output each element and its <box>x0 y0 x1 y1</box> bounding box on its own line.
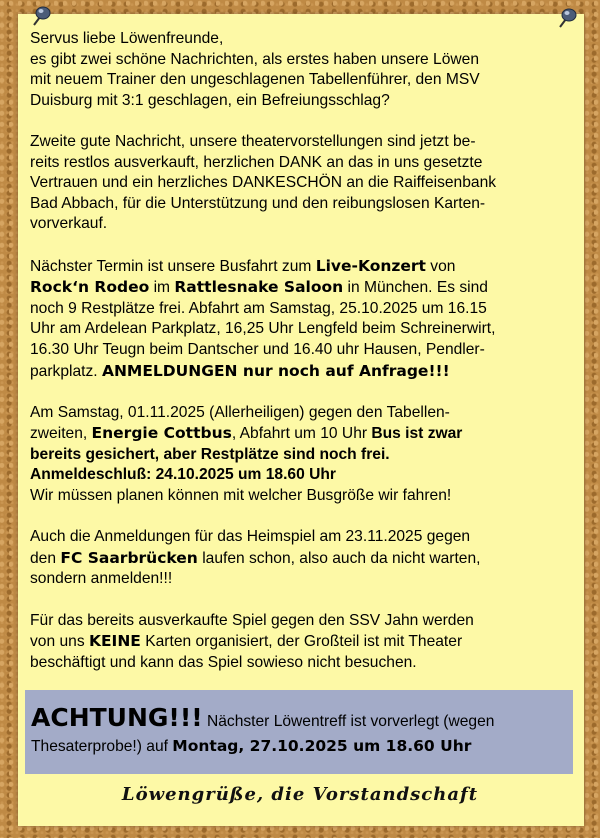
text-line: Duisburg mit 3:1 geschlagen, ein Befreiungsschlag? <box>30 91 390 109</box>
text-fragment: von uns <box>30 633 89 651</box>
highlight-saarbruecken: FC Saarbrücken <box>60 548 198 567</box>
text-fragment: , Abfahrt um 10 Uhr <box>231 425 372 443</box>
text-line: noch 9 Restplätze frei. Abfahrt am Samstag, 25.10.2025 um 16.15 <box>30 299 487 317</box>
highlight-anmeldungen: ANMELDUNGEN nur noch auf Anfrage!!! <box>101 361 450 380</box>
achtung-banner <box>25 690 573 774</box>
paragraph-heimspiel <box>30 527 570 590</box>
text-fragment: zweiten, <box>30 425 92 443</box>
text-line: 16.30 Uhr Teugn beim Dantscher und 16.40 uhr Hausen, Pendler- <box>30 340 485 358</box>
notice-text <box>30 29 570 694</box>
text-line: Uhr am Ardelean Parkplatz, 16,25 Uhr Lengfeld beim Schreinerwirt, <box>30 320 496 338</box>
text-fragment: in München. Es sind <box>343 279 488 297</box>
text-fragment: Karten organisiert, der Großteil ist mit Theater <box>140 633 463 651</box>
pushpin-icon <box>554 5 580 31</box>
text-line: sondern anmelden!!! <box>30 570 173 588</box>
achtung-text <box>31 703 571 759</box>
highlight-date: Montag, 27.10.2025 um 18.60 Uhr <box>172 737 472 755</box>
highlight-bus: Bus ist zwar <box>371 425 463 443</box>
text-line: mit neuem Trainer den ungeschlagenen Tabellenführer, den MSV <box>30 71 480 89</box>
highlight-band: Rock‘n Rodeo <box>30 278 150 297</box>
text-fragment: im <box>149 279 175 297</box>
text-line: Am Samstag, 01.11.2025 (Allerheiligen) gegen den Tabellen- <box>30 403 450 421</box>
highlight-restplaetze: bereits gesichert, aber Restplätze sind noch frei. <box>30 445 390 463</box>
paragraph-busfahrt <box>30 256 570 383</box>
highlight-live-konzert: Live-Konzert <box>315 256 426 275</box>
text-fragment: laufen schon, also auch da nicht warten, <box>197 549 481 567</box>
text-line: Vertrauen und ein herzliches DANKESCHÖN an die Raiffeisenbank <box>30 174 497 192</box>
signature: Löwengrüße, die Vorstandschaft <box>121 784 479 805</box>
text-line: beschäftigt und kann das Spiel sowieso nicht besuchen. <box>30 653 417 671</box>
highlight-keine: KEINE <box>88 632 141 651</box>
text-line: Bad Abbach, für die Unterstützung und den reibungslosen Karten- <box>30 194 486 212</box>
text-fragment: parkplatz. <box>30 362 102 380</box>
text-fragment: von <box>425 257 456 275</box>
text-line: Wir müssen planen können mit welcher Busgröße wir fahren! <box>30 487 452 505</box>
highlight-venue: Rattlesnake Saloon <box>174 278 344 297</box>
paragraph-jahn <box>30 611 570 674</box>
highlight-anmeldeschluss: Anmeldeschluß: 24.10.2025 um 18.60 Uhr <box>30 466 336 484</box>
paragraph-theater <box>30 132 570 235</box>
text-line: Für das bereits ausverkaufte Spiel gegen den SSV Jahn werden <box>30 611 474 629</box>
text-line: Auch die Anmeldungen für das Heimspiel am 23.11.2025 gegen <box>30 528 471 546</box>
pushpin-icon <box>28 3 54 29</box>
achtung-heading: ACHTUNG!!! <box>31 703 203 732</box>
text-fragment: Nächster Löwentreff ist vorverlegt (wegen <box>202 713 495 730</box>
highlight-cottbus: Energie Cottbus <box>91 424 232 443</box>
text-line: vorverkauf. <box>30 215 108 233</box>
text-line: es gibt zwei schöne Nachrichten, als erstes haben unsere Löwen <box>30 50 480 68</box>
paragraph-auswaerts <box>30 403 570 507</box>
text-line: Zweite gute Nachricht, unsere theatervorstellungen sind jetzt be- <box>30 132 476 150</box>
text-line: reits restlos ausverkauft, herzlichen DANK an das in uns gesetzte <box>30 153 483 171</box>
paragraph-greeting <box>30 29 570 111</box>
text-line: Servus liebe Löwenfreunde, <box>30 30 224 47</box>
text-fragment: den <box>30 549 61 567</box>
text-fragment: Nächster Termin ist unsere Busfahrt zum <box>30 257 316 275</box>
text-fragment: Thesaterprobe!) auf <box>31 738 173 755</box>
